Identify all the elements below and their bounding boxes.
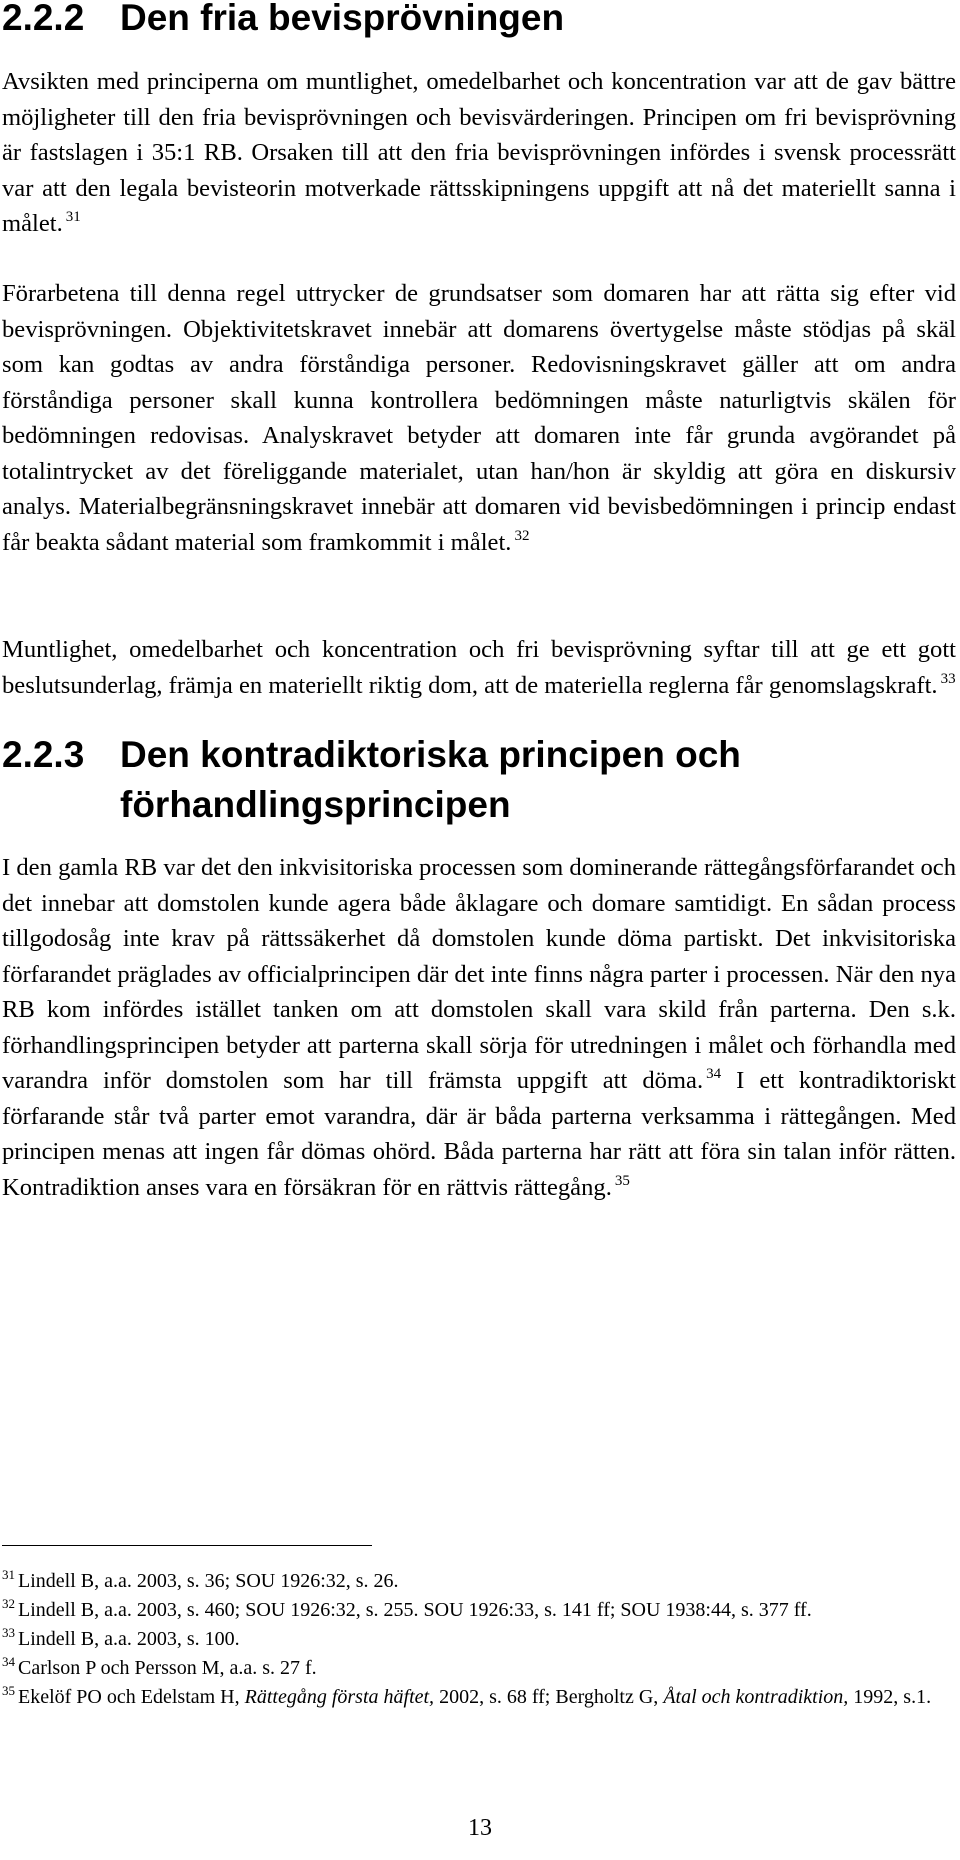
footnote-ref: 34 xyxy=(706,1066,722,1082)
section-heading-2-2-2 xyxy=(2,0,564,43)
page-number: 13 xyxy=(468,1815,492,1841)
footnote-list xyxy=(2,1567,956,1712)
paragraph-syfte: Muntlighet, omedelbarhet och koncentration och fri bevisprövning syftar till att ge ett gott beslutsunderlag, främja en materiellt riktig dom, att de materiella reglerna får genomslagskraft. $^{33}$ xyxy=(2,636,956,699)
footnote-33: $^{33}$ Lindell B, a.a. 2003, s. 100. xyxy=(2,1625,240,1650)
paragraph-bevisprovning-intro: Avsikten med principerna om muntlighet, omedelbarhet och koncentration var att de gav bättre möjligheter till den fria bevisprövningen och bevisvärderingen. Principen om fri bevisprövning är fastslagen i 35:1 RB. Orsaken till att den fria bevisprövningen infördes i svensk processrätt var att den legala bevisteorin motverkade rättsskipningens uppgift att nå det materiellt sanna i målet. $^{31}$ xyxy=(2,68,956,237)
footnote-35: $^{35}$ Ekelöf PO och Edelstam H, Rättegång första häftet, 2002, s. 68 ff; Bergholtz G, Åtal och kontradiktion, 1992, s.1. xyxy=(2,1683,932,1708)
paragraph-forarbeten: Förarbetena till denna regel uttrycker de grundsatser som domaren har att rätta sig efter vid bevisprövningen. Objektivitetskravet innebär att domarens övertygelse måste stödjas på skäl som kan godtas av andra förståndiga personer. Redovisningskravet gäller att om andra förståndiga personer skall kunna kontrollera bedömningen måste naturligtvis skälen för bedömningen redovisas. Analyskravet betyder att domaren inte får grunda avgörandet på totalintrycket av det föreliggande materialet, utan han/hon är skyldig att göra en diskursiv analys. Materialbegränsningskravet innebär att domaren vid bevisbedömningen i princip endast får beakta sådant material som framkommit i målet. $^{32}$ xyxy=(2,280,956,556)
footnote-32: $^{32}$ Lindell B, a.a. 2003, s. 460; SOU 1926:32, s. 255. SOU 1926:33, s. 141 ff; SOU 1938:44, s. 377 ff. xyxy=(2,1596,812,1621)
paragraph-kontradiktorisk: I den gamla RB var det den inkvisitoriska processen som dominerande rättegångsförfarandet och det innebar att domstolen kunde agera både åklagare och domare samtidigt. En sådan process tillgodosåg inte krav på rättssäkerhet då domstolen kunde döma partiskt. Det inkvisitoriska förfarandet präglades av officialprincipen där det inte finns några parter i processen. När den nya RB kom infördes istället tanken om att domstolen skall vara skild från parterna. Den s.k. förhandlingsprincipen betyder att parterna skall sörja för utredningen i målet och förhandla med varandra inför domstolen som har till främsta uppgift att döma. $^{34}$ I ett kontradiktoriskt förfarande står två parter emot varandra, där är båda parterna verksamma i rättegången. Med principen menas att ingen får dömas ohörd. Båda parterna har rätt att föra sin talan inför rätten. Kontradiktion anses vara en försäkran för en rättvis rättegång. $^{35}$ xyxy=(2,854,957,1201)
section-heading-2-2-3 xyxy=(2,730,741,830)
footnote-34: $^{34}$ Carlson P och Persson M, a.a. s. 27 f. xyxy=(2,1654,317,1679)
footnote-ref: 32 xyxy=(514,527,530,544)
footnote-ref: 33 xyxy=(940,670,956,687)
section-title: Den fria bevisprövningen xyxy=(120,0,565,38)
section-number: 2.2.3 xyxy=(2,734,85,775)
section-number: 2.2.2 xyxy=(2,0,85,38)
footnote-ref: 35 xyxy=(614,1172,630,1189)
footnote-separator xyxy=(2,1545,372,1546)
section-title: Den kontradiktoriska principen och förhandlingsprincipen xyxy=(120,734,741,825)
footnote-31: $^{31}$ Lindell B, a.a. 2003, s. 36; SOU 1926:32, s. 26. xyxy=(2,1567,399,1592)
footnote-ref: 31 xyxy=(65,209,81,225)
